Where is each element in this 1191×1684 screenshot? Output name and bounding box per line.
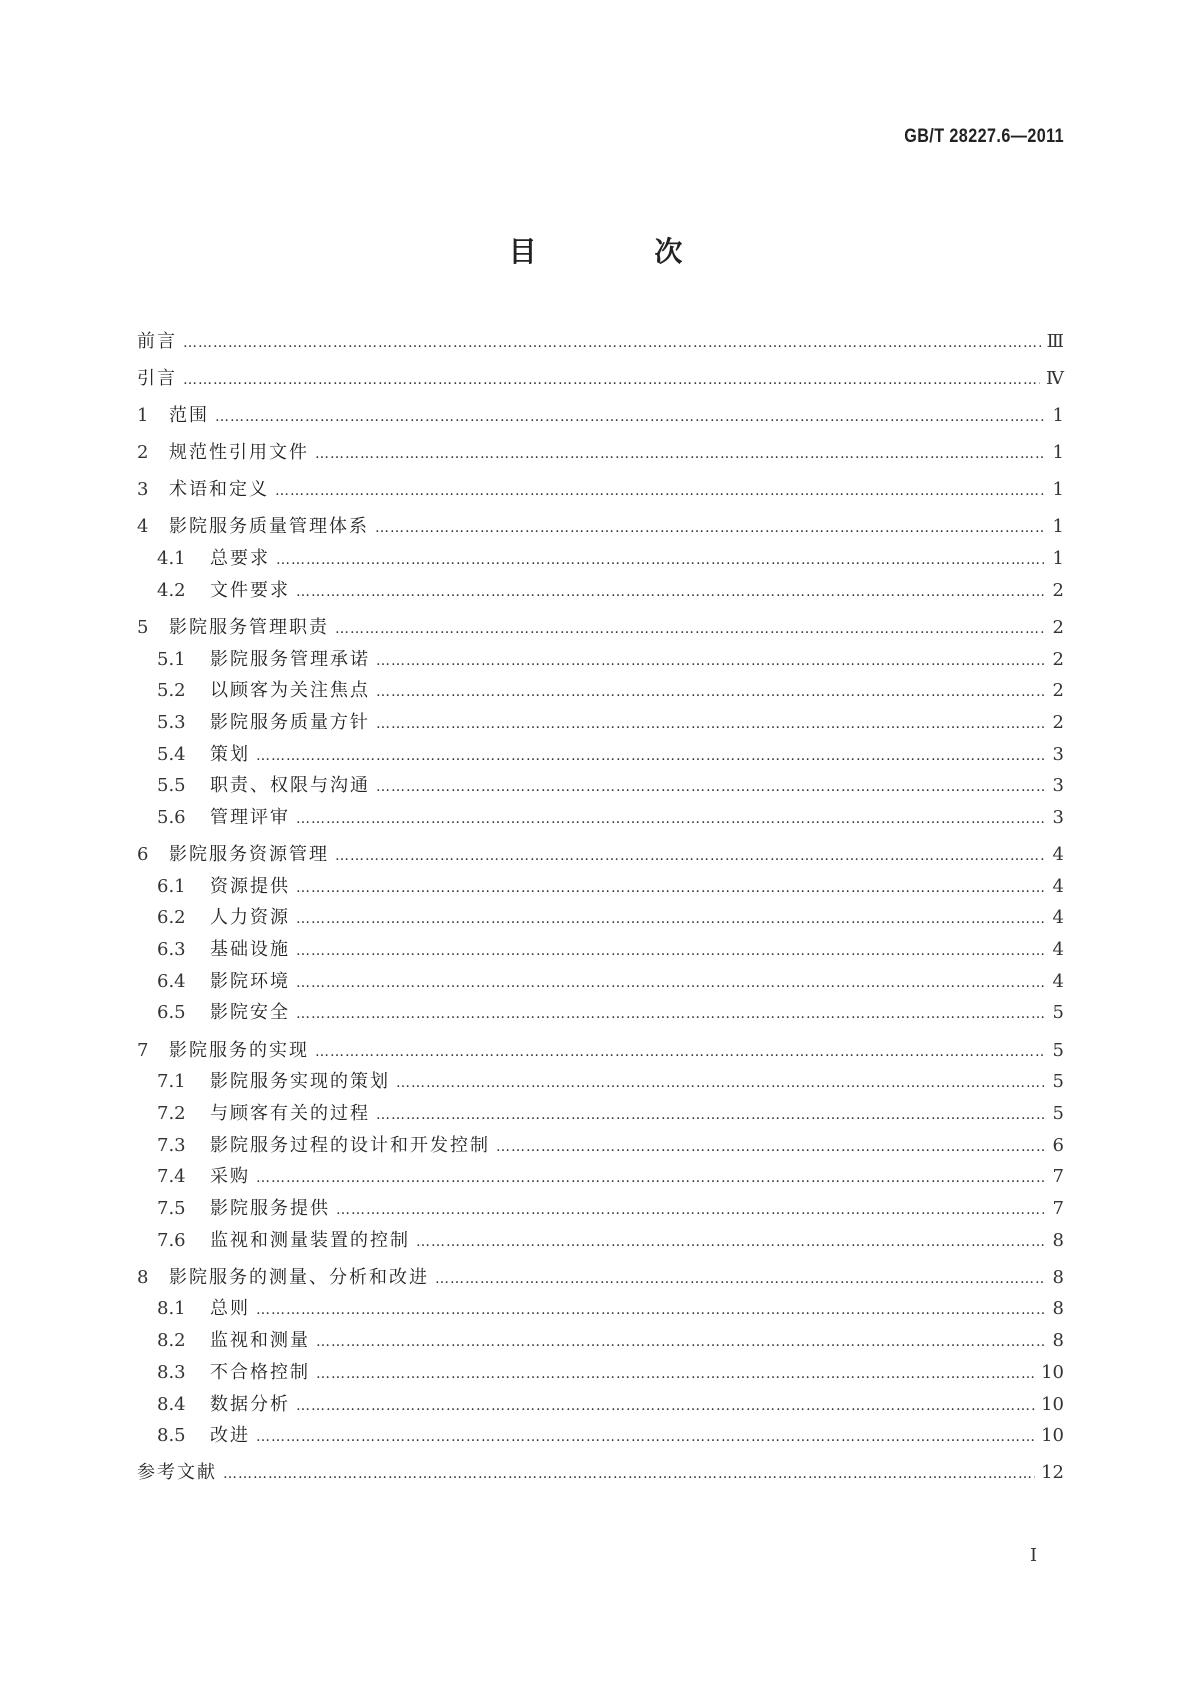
toc-entry-label: 策划 xyxy=(210,743,250,765)
toc-entry-number: 7.2 xyxy=(157,1102,186,1124)
toc-entry-number: 4 xyxy=(137,516,149,538)
toc-entry-label: 监视和测量装置的控制 xyxy=(210,1229,410,1251)
dot-leader xyxy=(296,943,1044,959)
toc-entry-number: 5.1 xyxy=(157,648,186,670)
dot-leader xyxy=(296,584,1044,600)
toc-entry[interactable] xyxy=(137,771,1064,803)
toc-entry-page: 2 xyxy=(1052,616,1064,638)
toc-entry-label: 范围 xyxy=(169,405,209,427)
dot-leader xyxy=(316,1366,1035,1382)
toc-entry-label: 影院服务质量方针 xyxy=(210,711,370,733)
toc-entry-page: 4 xyxy=(1052,970,1064,992)
toc-entry-page: 2 xyxy=(1052,579,1064,601)
toc-entry-page: 1 xyxy=(1052,516,1064,538)
toc-entry-page: 7 xyxy=(1052,1166,1064,1188)
toc-entry[interactable] xyxy=(137,740,1064,772)
toc-entry-label: 与顾客有关的过程 xyxy=(210,1102,370,1124)
toc-entry[interactable] xyxy=(137,1067,1064,1099)
toc-entry-page: 1 xyxy=(1052,548,1064,570)
dot-leader xyxy=(376,684,1044,700)
toc-entry-label: 影院服务的实现 xyxy=(169,1039,309,1061)
toc-entry[interactable] xyxy=(137,1263,1064,1295)
toc-entry[interactable] xyxy=(137,1390,1064,1422)
toc-entry-number: 2 xyxy=(137,442,149,464)
toc-entry[interactable] xyxy=(137,803,1064,835)
dot-leader xyxy=(183,335,1041,351)
toc-entry[interactable] xyxy=(137,1036,1064,1068)
dot-leader xyxy=(396,1075,1044,1091)
toc-entry-page: Ⅳ xyxy=(1046,368,1064,390)
toc-entry[interactable] xyxy=(137,967,1064,999)
toc-entry-label: 影院环境 xyxy=(210,970,290,992)
toc-entry-number: 8.2 xyxy=(157,1330,186,1352)
toc-entry-label: 资源提供 xyxy=(210,875,290,897)
toc-entry-number: 8.1 xyxy=(157,1298,186,1320)
toc-entry-page: 8 xyxy=(1052,1330,1064,1352)
toc-entry-page: 8 xyxy=(1052,1266,1064,1288)
toc-entry-page: 4 xyxy=(1052,907,1064,929)
toc-entry[interactable] xyxy=(137,613,1064,645)
toc-entry-page: 2 xyxy=(1052,711,1064,733)
toc-entry-number: 6 xyxy=(137,844,149,866)
toc-entry[interactable] xyxy=(137,438,1064,470)
toc-entry-label: 影院服务资源管理 xyxy=(169,844,329,866)
toc-entry[interactable] xyxy=(137,935,1064,967)
toc-entry-page: 4 xyxy=(1052,939,1064,961)
dot-leader xyxy=(256,1170,1044,1186)
toc-entry-page: 5 xyxy=(1052,1002,1064,1024)
dot-leader xyxy=(223,1466,1035,1482)
dot-leader xyxy=(335,848,1044,864)
dot-leader xyxy=(296,880,1044,896)
toc-entry-number: 7.1 xyxy=(157,1071,186,1093)
toc-entry[interactable] xyxy=(137,512,1064,544)
toc-entry-label: 总则 xyxy=(210,1298,250,1320)
toc-entry-label: 总要求 xyxy=(210,548,270,570)
toc-entry-label: 影院服务管理承诺 xyxy=(210,648,370,670)
toc-entry-label: 前言 xyxy=(137,331,177,352)
toc-entry-number: 5.3 xyxy=(157,711,186,733)
toc-entry-label: 参考文献 xyxy=(137,1462,217,1484)
toc-entry[interactable] xyxy=(137,544,1064,576)
toc-entry-label: 术语和定义 xyxy=(169,479,269,501)
toc-entry-page: 2 xyxy=(1052,680,1064,702)
toc-entry-number: 5.2 xyxy=(157,680,186,702)
dot-leader xyxy=(376,653,1044,669)
toc-entry-number: 1 xyxy=(137,405,149,427)
toc-entry-label: 影院服务的测量、分析和改进 xyxy=(169,1266,429,1288)
toc-entry-number: 8.5 xyxy=(157,1425,186,1447)
toc-entry-number: 5 xyxy=(137,616,149,638)
dot-leader xyxy=(375,520,1044,536)
toc-entry[interactable] xyxy=(137,1326,1064,1358)
toc-entry[interactable] xyxy=(137,327,1064,359)
toc-entry-number: 7.6 xyxy=(157,1229,186,1251)
toc-entry-number: 6.3 xyxy=(157,939,186,961)
dot-leader xyxy=(183,372,1040,388)
toc-entry-number: 3 xyxy=(137,479,149,501)
toc-entry-label: 采购 xyxy=(210,1166,250,1188)
toc-entry-label: 以顾客为关注焦点 xyxy=(210,680,370,702)
toc-entry-label: 数据分析 xyxy=(210,1393,290,1415)
toc-entry[interactable] xyxy=(137,1294,1064,1326)
toc-entry-page: 1 xyxy=(1052,479,1064,501)
toc-entry-page: 1 xyxy=(1052,442,1064,464)
toc-entry-page: 6 xyxy=(1052,1134,1064,1156)
dot-leader xyxy=(315,1044,1044,1060)
toc-entry[interactable] xyxy=(137,576,1064,608)
dot-leader xyxy=(256,1302,1044,1318)
toc-entry-number: 6.1 xyxy=(157,875,186,897)
toc-entry-page: 12 xyxy=(1041,1462,1064,1484)
toc-entry-page: 2 xyxy=(1052,648,1064,670)
toc-entry[interactable] xyxy=(137,1226,1064,1258)
toc-entry-label: 职责、权限与沟通 xyxy=(210,775,370,797)
toc-entry-number: 6.2 xyxy=(157,907,186,929)
dot-leader xyxy=(256,748,1044,764)
toc-entry-label: 影院服务实现的策划 xyxy=(210,1071,390,1093)
toc-entry[interactable] xyxy=(137,1358,1064,1390)
toc-entry-number: 7 xyxy=(137,1039,149,1061)
standard-number: GB/T 28227.6—2011 xyxy=(904,126,1064,147)
toc-entry-label: 基础设施 xyxy=(210,939,290,961)
toc-entry-number: 4.1 xyxy=(157,548,186,570)
toc-entry[interactable] xyxy=(137,475,1064,507)
toc-entry-number: 4.2 xyxy=(157,579,186,601)
toc-entry-number: 6.5 xyxy=(157,1002,186,1024)
toc-entry-label: 规范性引用文件 xyxy=(169,442,309,464)
toc-entry-page: 5 xyxy=(1052,1071,1064,1093)
dot-leader xyxy=(376,716,1044,732)
page-number: Ⅰ xyxy=(1030,1545,1038,1566)
toc-entry-number: 6.4 xyxy=(157,970,186,992)
toc-entry-page: 7 xyxy=(1052,1198,1064,1219)
toc-entry-number: 8 xyxy=(137,1266,149,1288)
toc-entry[interactable] xyxy=(137,364,1064,396)
dot-leader xyxy=(315,446,1044,462)
dot-leader xyxy=(336,1202,1044,1218)
dot-leader xyxy=(296,811,1044,827)
toc-entry[interactable] xyxy=(137,708,1064,740)
toc-entry-page: 10 xyxy=(1041,1393,1064,1415)
toc-entry-label: 影院服务过程的设计和开发控制 xyxy=(210,1134,490,1156)
toc-entry-page: 3 xyxy=(1052,743,1064,765)
toc-entry-page: 10 xyxy=(1041,1425,1064,1447)
toc-entry[interactable] xyxy=(137,401,1064,433)
dot-leader xyxy=(296,1398,1035,1414)
toc-entry[interactable] xyxy=(137,872,1064,904)
toc-entry[interactable] xyxy=(137,1458,1064,1490)
dot-leader xyxy=(335,621,1044,637)
toc-entry-number: 8.3 xyxy=(157,1361,186,1383)
toc-entry-page: 10 xyxy=(1041,1361,1064,1383)
toc-entry-label: 管理评审 xyxy=(210,806,290,828)
toc-entry-label: 影院服务提供 xyxy=(210,1198,330,1219)
toc-entry[interactable] xyxy=(137,998,1064,1030)
dot-leader xyxy=(496,1139,1044,1155)
dot-leader xyxy=(276,552,1044,568)
toc-entry-page: 4 xyxy=(1052,875,1064,897)
dot-leader xyxy=(316,1334,1044,1350)
page-title: 目 次 xyxy=(508,235,737,268)
dot-leader xyxy=(215,409,1044,425)
toc-entry[interactable] xyxy=(137,903,1064,935)
toc-entry-label: 改进 xyxy=(210,1425,250,1447)
dot-leader xyxy=(296,1006,1044,1022)
toc-entry-label: 影院服务质量管理体系 xyxy=(169,516,369,538)
toc-entry[interactable] xyxy=(137,1099,1064,1131)
toc-entry-page: 3 xyxy=(1052,806,1064,828)
dot-leader xyxy=(275,483,1044,499)
toc-entry-number: 7.5 xyxy=(157,1198,186,1219)
toc-entry-page: Ⅲ xyxy=(1046,331,1064,352)
table-of-contents xyxy=(137,327,1064,1490)
dot-leader xyxy=(296,911,1044,927)
dot-leader xyxy=(416,1234,1044,1250)
toc-entry[interactable] xyxy=(137,1162,1064,1194)
dot-leader xyxy=(435,1271,1044,1287)
toc-entry-page: 8 xyxy=(1052,1298,1064,1320)
toc-entry-number: 5.4 xyxy=(157,743,186,765)
toc-entry[interactable] xyxy=(137,676,1064,708)
toc-entry-page: 3 xyxy=(1052,775,1064,797)
toc-entry-number: 5.6 xyxy=(157,806,186,828)
toc-entry-page: 4 xyxy=(1052,844,1064,866)
toc-entry-page: 8 xyxy=(1052,1229,1064,1251)
toc-entry[interactable] xyxy=(137,840,1064,872)
toc-entry[interactable] xyxy=(137,645,1064,677)
toc-entry-number: 5.5 xyxy=(157,775,186,797)
toc-entry-number: 7.3 xyxy=(157,1134,186,1156)
toc-entry-label: 引言 xyxy=(137,368,177,390)
toc-entry-number: 8.4 xyxy=(157,1393,186,1415)
dot-leader xyxy=(376,779,1044,795)
toc-entry-page: 1 xyxy=(1052,405,1064,427)
toc-entry-page: 5 xyxy=(1052,1102,1064,1124)
toc-entry[interactable] xyxy=(137,1421,1064,1453)
toc-entry-label: 影院服务管理职责 xyxy=(169,616,329,638)
dot-leader xyxy=(376,1107,1044,1123)
toc-entry-label: 影院安全 xyxy=(210,1002,290,1024)
toc-entry-page: 5 xyxy=(1052,1039,1064,1061)
toc-entry[interactable] xyxy=(137,1194,1064,1226)
toc-entry-label: 文件要求 xyxy=(210,579,290,601)
toc-entry[interactable] xyxy=(137,1131,1064,1163)
dot-leader xyxy=(256,1429,1035,1445)
toc-entry-label: 不合格控制 xyxy=(210,1361,310,1383)
toc-entry-label: 监视和测量 xyxy=(210,1330,310,1352)
toc-entry-label: 人力资源 xyxy=(210,907,290,929)
dot-leader xyxy=(296,975,1044,991)
toc-entry-number: 7.4 xyxy=(157,1166,186,1188)
